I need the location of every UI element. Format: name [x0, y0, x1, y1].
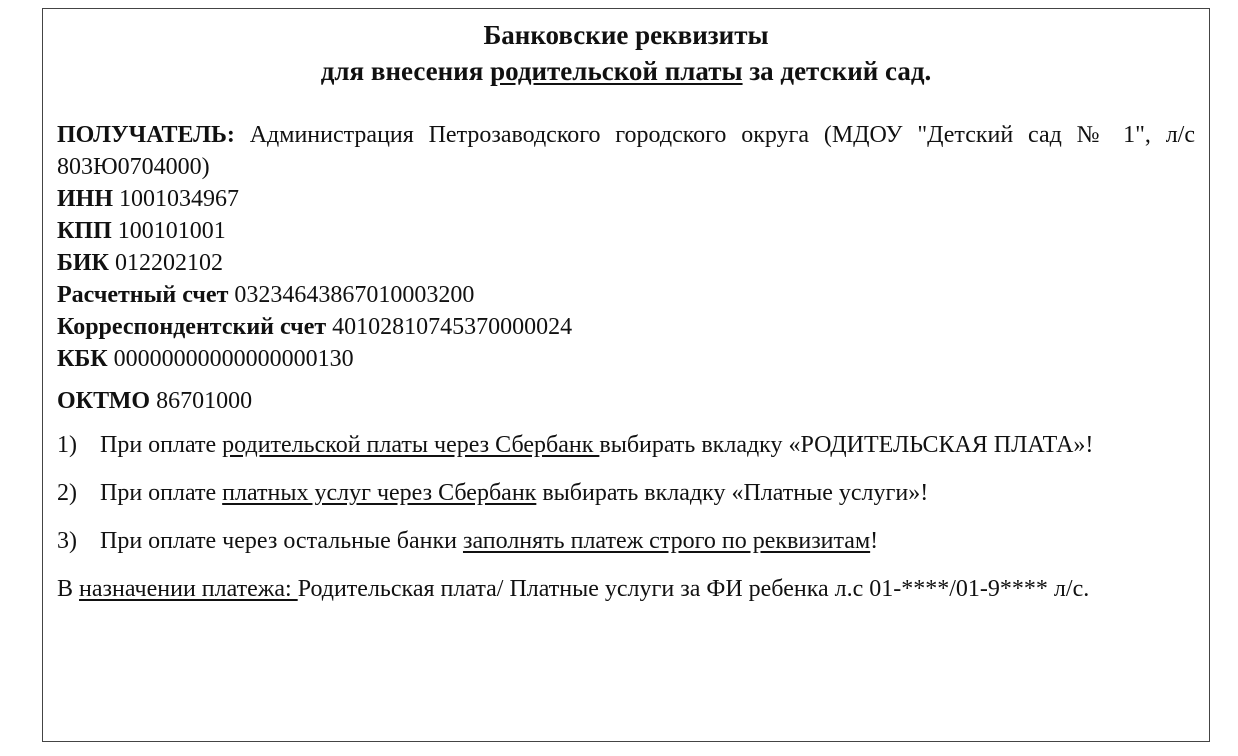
- oktmo-value: 86701000: [150, 388, 253, 414]
- title-line-2-suffix: за детский сад.: [742, 56, 932, 86]
- bik-label: БИК: [57, 250, 109, 276]
- instruction-text-pre: При оплате: [100, 480, 223, 506]
- kbk-value: 00000000000000000130: [107, 346, 354, 372]
- recipient-block: [57, 119, 1195, 183]
- recipient-label: ПОЛУЧАТЕЛЬ:: [57, 122, 235, 148]
- instruction-text-post: выбирать вкладку «Платные услуги»!: [536, 480, 929, 506]
- bik-value: 012202102: [108, 250, 223, 276]
- title-line-2: [43, 53, 1209, 89]
- instruction-text-underlined: заполнять платеж строго по реквизитам: [462, 528, 871, 554]
- kpp-value: 100101001: [111, 218, 226, 244]
- instruction-item-3: [57, 517, 1195, 565]
- inn-value: 1001034967: [113, 186, 240, 212]
- kbk-label: КБК: [57, 346, 108, 372]
- detail-oktmo: [57, 385, 1195, 417]
- recipient-value: Администрация Петрозаводского городского округа (МДОУ "Детский сад № 1", л/с 803Ю0704000): [57, 122, 1195, 180]
- detail-kbk: [57, 343, 1195, 375]
- payment-purpose-pre: В: [57, 576, 80, 602]
- detail-correspondent-account: [57, 311, 1195, 343]
- payment-purpose-underlined: назначении платежа:: [79, 576, 298, 602]
- instruction-number: 2): [57, 480, 77, 506]
- instruction-text-pre: При оплате: [100, 432, 223, 458]
- detail-settlement-account: [57, 279, 1195, 311]
- payment-purpose: [57, 565, 1195, 613]
- instruction-item-1: [57, 421, 1195, 469]
- correspondent-account-label: Корреспондентский счет: [57, 314, 327, 340]
- settlement-account-label: Расчетный счет: [57, 282, 229, 308]
- detail-kpp: [57, 215, 1195, 247]
- instruction-number: 3): [57, 528, 77, 554]
- detail-bik: [57, 247, 1195, 279]
- oktmo-label: ОКТМО: [57, 388, 151, 414]
- instruction-text-underlined: платных услуг через Сбербанк: [222, 480, 537, 506]
- kpp-label: КПП: [57, 218, 112, 244]
- instruction-item-2: [57, 469, 1195, 517]
- bank-details-document: [42, 8, 1210, 742]
- instruction-number: 1): [57, 432, 77, 458]
- inn-label: ИНН: [57, 186, 114, 212]
- instruction-text-pre: При оплате через остальные банки: [100, 528, 463, 554]
- instruction-text-post: выбирать вкладку «РОДИТЕЛЬСКАЯ ПЛАТА»!: [599, 432, 1094, 458]
- detail-inn: [57, 183, 1195, 215]
- title-line-2-underlined: родительской платы: [490, 56, 743, 86]
- instruction-text-underlined: родительской платы через Сбербанк: [222, 432, 600, 458]
- title-line-2-prefix: для внесения: [320, 56, 491, 86]
- instruction-text-post: !: [870, 528, 879, 554]
- title-line-1: Банковские реквизиты: [483, 20, 769, 50]
- document-title: [43, 17, 1209, 89]
- settlement-account-value: 03234643867010003200: [228, 282, 475, 308]
- correspondent-account-value: 40102810745370000024: [326, 314, 573, 340]
- payment-purpose-post: Родительская плата/ Платные услуги за ФИ ребенка л.с 01-****/01-9**** л/с.: [297, 576, 1090, 602]
